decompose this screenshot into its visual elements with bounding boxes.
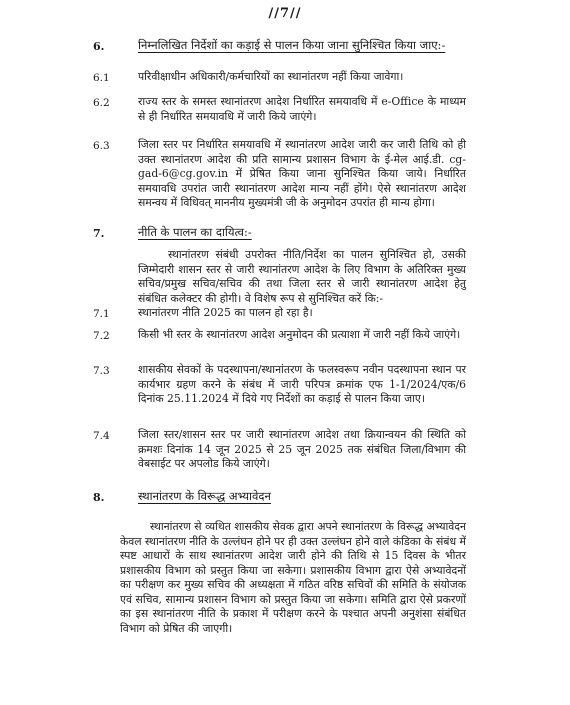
item-6-3-number: 6.3 (93, 140, 110, 152)
section-8-heading: स्थानांतरण के विरूद्ध अभ्यावेदन (138, 489, 271, 503)
section-7-intro: स्थानांतरण संबंधी उपरोक्त नीति/निर्देश का पालन सुनिश्चित हो, उसकी जिम्मेदारी शासन स्तर से जारी स्थानांतरण आदेश के लिए विभाग के अतिरिक्त मुख्य सचिव/प्रमुख सचिव/सचिव की तथा जिला स्तर से जारी स्थानांतरण आदेश हेतु संबंधित कलेक्टर की होगी। वे विशेष रूप से सुनिश्चित करें कि:- (138, 248, 466, 305)
item-6-3-text: जिला स्तर पर निर्धारित समयावधि में स्थानांतरण आदेश जारी कर जारी तिथि को ही उक्त स्थानांतरण आदेश की प्रति सामान्य प्रशासन विभाग के ई-मेल आई.डी. cg-gad-6@cg.gov.in में प्रेषित किया जाना सुनिश्चित किया जाये। निर्धारित समयावधि उपरांत जारी स्थानांतरण आदेश मान्य नहीं होंगे। ऐसे स्थानांतरण आदेश समन्वय में विधिवत् माननीय मुख्यमंत्री जी के अनुमोदन उपरांत ही मान्य होगा। (138, 138, 466, 209)
section-6-number: 6. (93, 40, 105, 53)
item-7-3-number: 7.3 (93, 365, 110, 377)
item-7-1-text: स्थानांतरण नीति 2025 का पालन हो रहा है। (138, 306, 313, 319)
item-6-1-number: 6.1 (93, 72, 110, 84)
section-8-text: स्थानांतरण से व्यथित शासकीय सेवक द्वारा अपने स्थानांतरण के विरूद्ध अभ्यावेदन केवल स्थानांतरण नीति के उल्लंघन होने पर ही उक्त उल्लंघन होने वाले कंडिका के संबंध में स्पष्ट आधारों के साथ स्थानांतरण आदेश जारी होने की तिथि से 15 दिवस के भीतर प्रशासकीय विभाग को प्रस्तुत किया जा सकेगा। प्रशासकीय विभाग द्वारा ऐसे अभ्यावेदनों का परीक्षण कर मुख्य सचिव की अध्यक्षता में गठित वरिष्ठ सचिवों की समिति के संयोजक एवं सचिव, सामान्य प्रशासन विभाग को प्रस्तुत किया जा सकेगा। समिति द्वारा ऐसे प्रकरणों का इस स्थानांतरण नीति के प्रकाश में परीक्षण करने के पश्चात अपनी अनुशंसा संबंधित विभाग को प्रेषित की जाएगी। (120, 520, 466, 635)
item-7-4-text: जिला स्तर/शासन स्तर पर जारी स्थानांतरण आदेश तथा क्रियान्वयन की स्थिति को क्रमशः दिनांक 14 जून 2025 से 25 जून 2025 तक संबंधित जिला/विभाग की वेबसाईट पर अपलोड किये जाएंगे। (138, 428, 466, 470)
section-7-number: 7. (93, 227, 105, 240)
section-6-heading: निम्नलिखित निर्देशों का कड़ाई से पालन किया जाना सुनिश्चित किया जाए:- (138, 38, 446, 52)
item-7-2-number: 7.2 (93, 330, 110, 342)
page-number: //7// (268, 6, 302, 21)
item-7-4-number: 7.4 (93, 430, 110, 442)
section-7-heading: नीति के पालन का दायित्व:- (138, 225, 252, 239)
item-6-2-text: राज्य स्तर के समस्त स्थानांतरण आदेश निर्धारित समयावधि में e-Office के माध्यम से ही निर्धारित समयावधि में जारी किये जाएंगे। (138, 95, 466, 123)
item-6-1-text: परिवीक्षाधीन अधिकारी/कर्मचारियों का स्थानांतरण नहीं किया जावेगा। (138, 70, 404, 83)
item-7-1-number: 7.1 (93, 308, 110, 320)
item-7-3-text: शासकीय सेवकों के पदस्थापना/स्थानांतरण के फलस्वरूप नवीन पदस्थापना स्थान पर कार्यभार ग्रहण करने के संबंध में जारी परिपत्र क्रमांक एफ 1-1/2024/एक/6 दिनांक 25.11.2024 में दिये गए निर्देशों का कड़ाई से पालन किया जाए। (138, 363, 466, 405)
item-6-2-number: 6.2 (93, 97, 110, 109)
section-8-number: 8. (93, 491, 105, 504)
item-7-2-text: किसी भी स्तर के स्थानांतरण आदेश अनुमोदन की प्रत्याशा में जारी नहीं किये जाएंगे। (138, 328, 461, 341)
